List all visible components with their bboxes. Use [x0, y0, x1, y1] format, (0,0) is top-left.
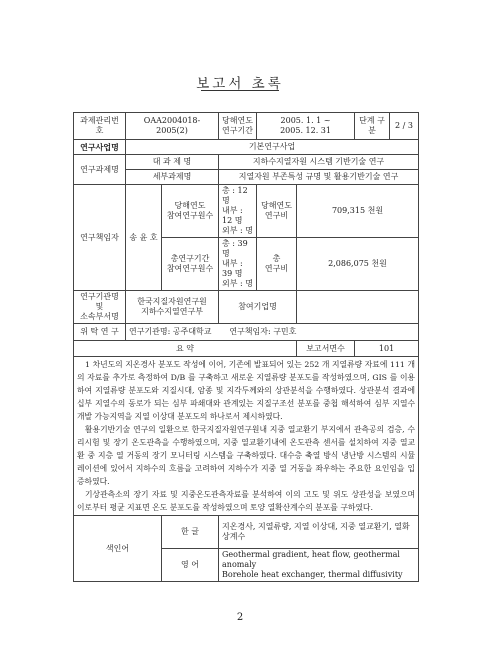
- sub-project-label: 세부과제명: [126, 170, 219, 185]
- keywords-label: 색인어: [74, 516, 162, 582]
- institution-value: 한국지질자원연구원 지하수지열연구부: [126, 291, 219, 324]
- period-value: 2005. 1. 1 ~ 2005. 12. 31: [257, 113, 355, 140]
- report-summary-table: [73, 112, 419, 582]
- total-budget-value: 2,086,075 천원: [297, 238, 419, 291]
- row-summary-header: [74, 341, 419, 357]
- stage-label: 단계 구분: [355, 113, 390, 140]
- row-sub-project: [74, 170, 419, 185]
- keywords-korean-value: 지온경사, 지열류량, 지열 이상대, 지중 열교환기, 열화상계수: [219, 516, 419, 549]
- partner-company-value: [297, 291, 419, 324]
- fy-participants-value: 총 : 12 명 내부 : 12 명 외부 : 명: [219, 185, 257, 238]
- row-institution: [74, 291, 419, 324]
- row-main-project: [74, 155, 419, 170]
- row-pi-fy: [74, 185, 419, 238]
- commission-label: 위 탁 연 구: [74, 324, 126, 341]
- summary-paragraph-3: 기상관측소의 장기 자료 및 지중온도관측자료를 분석하여 이의 고도 및 위도 상관성을 보였으며 이로부터 평균 지표면 온도 분포도를 작성하였으며 토양 열확산계수의 분포를 구하였다.: [77, 490, 416, 512]
- summary-paragraph-1: 1 차년도의 지온경사 분포도 작성에 이어, 기존에 발표되어 있는 252 개 지열류량 자료에 111 개의 자료를 추가로 측정하여 D/B 를 구축하고 새로운 지열류량 분포도를 작성하였으며, GIS 를 이용하여 지열류량 분포도와 지질시대, 암종 및 지각두께와의 상관분석을 수행하였다. 상관분석 결과에 십부 지열수의 동로가 되는 심부 파쇄대와 관계있는 지질구조선 분포를 중첩 해석하여 심부 지열수 개발 가능지역을 지열 이상대 분포도의 하나로서 제시하였다.: [77, 360, 416, 421]
- keywords-english-value: Geothermal gradient, heat flow, geothermal anomaly Borehole heat exchanger, thermal diffusivity: [219, 549, 419, 582]
- keywords-korean-label: 한 글: [162, 516, 219, 549]
- pi-value: 송 윤 호: [126, 185, 162, 291]
- project-mgmt-no-value: OAA2004018- 2005(2): [126, 113, 219, 140]
- stage-value: 2 / 3: [390, 113, 419, 140]
- keywords-english-label: 영 어: [162, 549, 219, 582]
- commission-value: 연구기관명: 공주대학교 연구책임자: 구민호: [126, 324, 419, 341]
- fy-budget-label: 당해연도 연구비: [257, 185, 297, 238]
- title-underline: [201, 90, 279, 91]
- total-budget-label: 총 연구비: [257, 238, 297, 291]
- row-project-no: [74, 113, 419, 140]
- fy-participants-label: 당해연도 참여연구원수: [162, 185, 219, 238]
- period-label: 당해연도 연구기간: [219, 113, 257, 140]
- row-summary-body: [74, 357, 419, 516]
- row-program: [74, 140, 419, 155]
- project-mgmt-no-label: 과제관리번호: [74, 113, 126, 140]
- summary-paragraph-2: 활용기반기술 연구의 일환으로 한국지질자원연구원내 지중 열교환기 부지에서 관측공의 검층, 수리시험 및 장기 온도관측을 수행하였으며, 지중 열교환기내에 온도관측 센서를 설치하여 지중 열교환 중 지층 열 거동의 장기 모니터링 시스템을 구축하였다. 대수층 축열 방식 냉난방 시스템의 시뮬레이션에 있어서 지하수의 흐름을 고려하여 지하수가 지중 열 거동을 좌우하는 주요한 요인임을 입증하였다.: [77, 425, 416, 486]
- institution-label: 연구기관명 및 소속부서명: [74, 291, 126, 324]
- research-program-label: 연구사업명: [74, 140, 126, 155]
- partner-company-label: 참여기업명: [219, 291, 297, 324]
- summary-body: [74, 357, 419, 516]
- row-keywords-ko: [74, 516, 419, 549]
- pages-label: 보고서면수: [297, 341, 355, 357]
- page-number: 2: [236, 612, 244, 623]
- row-commission: [74, 324, 419, 341]
- total-participants-value: 총 : 39 명 내부 : 39 명 외부 : 명: [219, 238, 257, 291]
- main-project-label: 대 과 제 명: [126, 155, 219, 170]
- pi-label: 연구책임자: [74, 185, 126, 291]
- pages-value: 101: [355, 341, 419, 357]
- total-participants-label: 총연구기간 참여연구원수: [162, 238, 219, 291]
- main-project-value: 지하수지열자원 시스템 기반기술 연구: [219, 155, 419, 170]
- research-project-label: 연구과제명: [74, 155, 126, 185]
- research-program-value: 기본연구사업: [126, 140, 419, 155]
- fy-budget-value: 709,315 천원: [297, 185, 419, 238]
- summary-label: 요 약: [74, 341, 297, 357]
- report-title: 보고서 초록: [196, 76, 284, 92]
- sub-project-value: 지열자원 부존특성 규명 및 활용기반기술 연구: [219, 170, 419, 185]
